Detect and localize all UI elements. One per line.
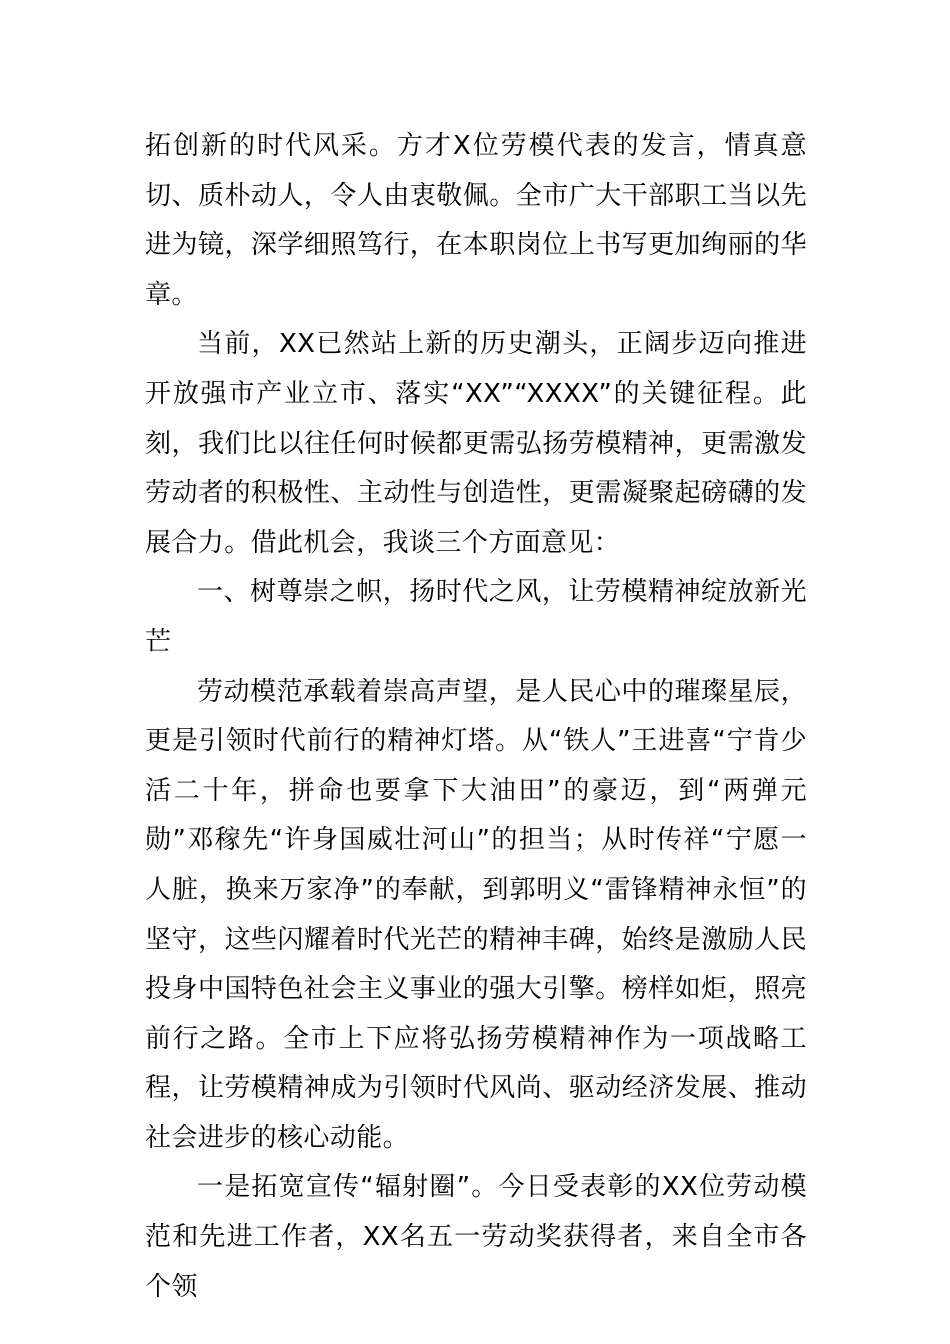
paragraph-2: 当前，XX已然站上新的历史潮头，正阔步迈向推进开放强市产业立市、落实“XX”“XXXX”的关键征程。此刻，我们比以往任何时候都更需弘扬劳模精神，更需激发劳动者的积极性、主动性与创造性，更需凝聚起磅礴的发展合力。借此机会，我谈三个方面意见： bbox=[145, 329, 807, 558]
document-page bbox=[145, 122, 807, 1312]
section-heading-1: 一、树尊崇之帜，扬时代之风，让劳模精神绽放新光芒 bbox=[145, 577, 807, 657]
paragraph-4: 一是拓宽宣传“辐射圈”。今日受表彰的XX位劳动模范和先进工作者，XX名五一劳动奖获得者，来自全市各个领 bbox=[145, 1172, 807, 1302]
paragraph-1: 拓创新的时代风采。方才X位劳模代表的发言，情真意切、质朴动人，令人由衷敬佩。全市广大干部职工当以先进为镜，深学细照笃行，在本职岗位上书写更加绚丽的华章。 bbox=[145, 131, 807, 310]
paragraph-3: 劳动模范承载着崇高声望，是人民心中的璀璨星辰，更是引领时代前行的精神灯塔。从“铁人”王进喜“宁肯少活二十年，拼命也要拿下大油田”的豪迈，到“两弹元勋”邓稼先“许身国威壮河山”的担当；从时传祥“宁愿一人脏，换来万家净”的奉献，到郭明义“雷锋精神永恒”的坚守，这些闪耀着时代光芒的精神丰碑，始终是激励人民投身中国特色社会主义事业的强大引擎。榜样如炬，照亮前行之路。全市上下应将弘扬劳模精神作为一项战略工程，让劳模精神成为引领时代风尚、驱动经济发展、推动社会进步的核心动能。 bbox=[145, 676, 807, 1153]
